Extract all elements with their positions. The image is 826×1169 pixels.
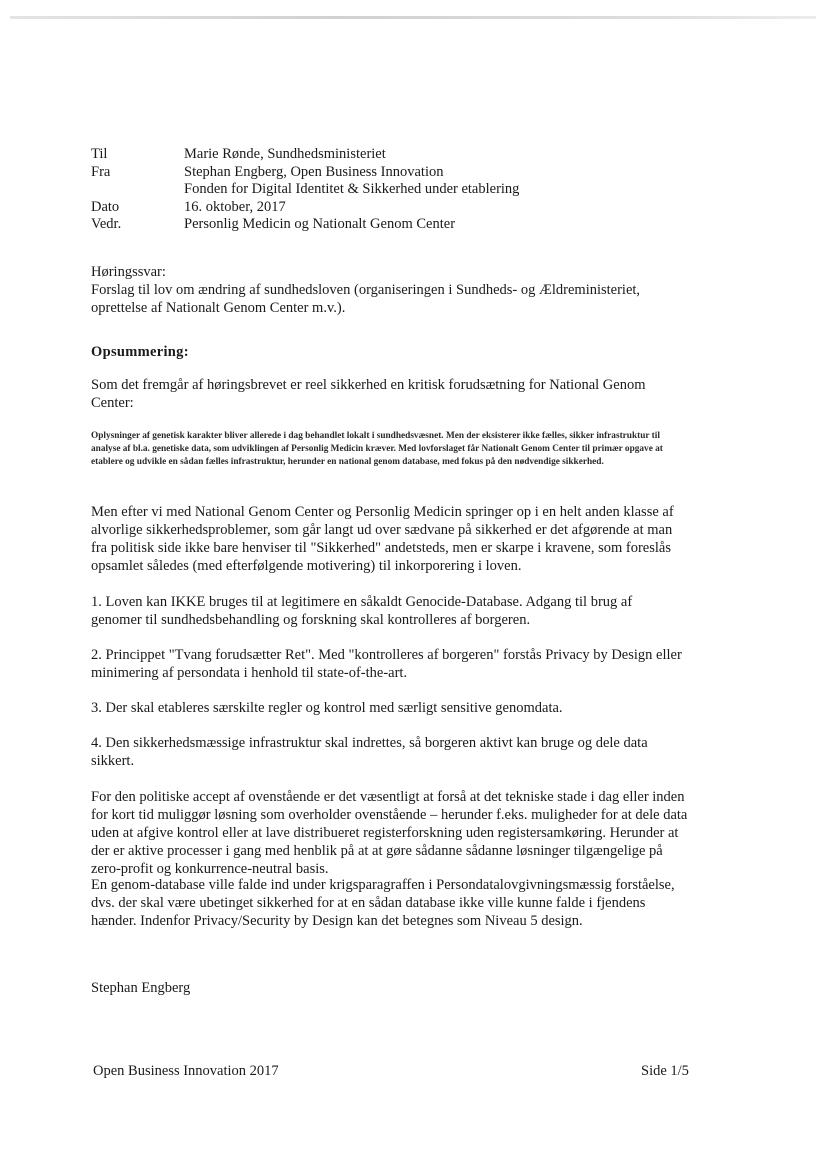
header-value: 16. oktober, 2017 [184,198,286,215]
paragraph-2: For den politiske accept af ovenstående er det væsentligt at forså at det tekniske stade i dag eller inden for kort tid muliggør løsning som overholder ovenstående – herunder f.eks. muligheder for at dele data uden at afgive kontrol eller at lave distribueret registerforskning uden registersamkøring. Herunder at der er aktive processer i gang med henblik på at at gøre sådanne sådanne løsninger tilgængelige på zero-profit og konkurrence-neutral basis. [91,789,688,877]
footer-company: Open Business Innovation 2017 [93,1063,279,1079]
header-label: Vedr. [91,216,122,232]
intro-paragraph: Som det fremgår af høringsbrevet er reel sikkerhed en kritisk forudsætning for National Genom Center: [91,377,646,411]
header-value-line: Stephan Engberg, Open Business Innovation [184,163,444,180]
requirement-4: 4. Den sikkerhedsmæssige infrastruktur skal indrettes, så borgeren aktivt kan bruge og dele data sikkert. [91,735,648,769]
paragraph-3: En genom-database ville falde ind under krigsparagraffen i Persondatalovgivningsmæssig forståelse, dvs. der skal være ubetinget sikkerhed for at en sådan database ikke ville kunne falde i fjendens hænder. Indenfor Privacy/Security by Design kan det betegnes som Niveau 5 design. [91,877,675,929]
signature: Stephan Engberg [91,980,191,996]
header-label: Dato [91,198,120,215]
summary-heading: Opsummering: [91,344,189,360]
header-value: Marie Rønde, Sundhedsministeriet [184,146,386,162]
header-value: Personlig Medicin og Nationalt Genom Center [184,216,456,232]
scan-edge-line [10,16,816,19]
hearing-title: Forslag til lov om ændring af sundhedsloven (organiseringen i Sundheds- og Ældreministeriet, oprettelse af Nationalt Genom Center m.v.). [91,282,641,316]
requirement-1: 1. Loven kan IKKE bruges til at legitimere en såkaldt Genocide-Database. Adgang til brug af genomer til sundhedsbehandling og forskning skal kontrolleres af borgeren. [91,594,633,628]
hearing-label: Høringssvar: [91,264,166,280]
paragraph-1: Men efter vi med National Genom Center og Personlig Medicin springer op i en helt anden klasse af alvorlige sikkerhedsproblemer, som går langt ud over sædvane på sikkerhed er det afgørende at man fra politisk side ikke bare henviser til "Sikkerhed" andetsteds, men er skarpe i kravene, som foreslås opsamlet således (med efterfølgende motivering) til inkorporering i loven. [91,504,674,574]
header-row-date [91,199,519,217]
letter-header [91,146,519,234]
header-value-line: Fonden for Digital Identitet & Sikkerhed under etablering [184,181,520,197]
quoted-excerpt: Oplysninger af genetisk karakter bliver allerede i dag behandlet lokalt i sundhedsvæsnet. Men der eksisterer ikke fælles, sikker infrastruktur til analyse af bl.a. genetiske data, som udviklingen af Personlig Medicin kræver. Med lovforslaget får Nationalt Genom Center til primær opgave at etablere og udvikle en sådan fælles infrastruktur, herunder en national genom database, med fokus på den nødvendige sikkerhed. [91,431,663,467]
header-row-from [91,164,519,199]
footer-page-number: Side 1/5 [641,1063,689,1079]
header-label: Fra [91,163,111,180]
header-row-subject [91,216,519,234]
requirement-2: 2. Princippet "Tvang forudsætter Ret". Med "kontrolleres af borgeren" forstås Privacy by Design eller minimering af persondata i henhold til state-of-the-art. [91,647,682,681]
header-label: Til [91,146,108,162]
header-value [184,164,519,199]
requirement-3: 3. Der skal etableres særskilte regler og kontrol med særligt sensitive genomdata. [91,700,563,716]
header-row-to [91,146,519,164]
